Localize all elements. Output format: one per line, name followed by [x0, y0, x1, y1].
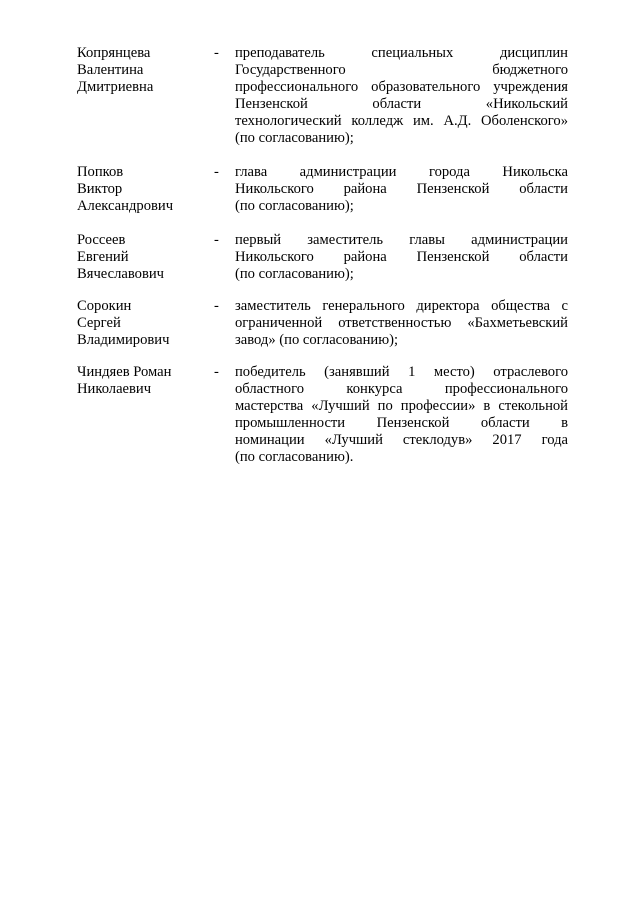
- member-description: [235, 232, 568, 283]
- description-line: (по согласованию);: [235, 198, 354, 214]
- separator-dash: -: [214, 45, 219, 61]
- member-name: [77, 45, 217, 96]
- description-line: промышленности Пензенской области в: [235, 415, 568, 431]
- member-name: [77, 164, 217, 215]
- description-line: Государственного бюджетного: [235, 62, 568, 78]
- description-line: областного конкурса профессионального: [235, 381, 568, 397]
- description-line: (по согласованию);: [235, 130, 354, 146]
- member-name-line: Дмитриевна: [77, 79, 154, 95]
- member-description: [235, 45, 568, 147]
- member-name-line: Александрович: [77, 198, 174, 214]
- separator-dash: -: [214, 232, 219, 248]
- member-description: [235, 298, 568, 349]
- member-name-line: Копрянцева: [77, 45, 151, 61]
- description-line: (по согласованию).: [235, 449, 354, 465]
- description-line: технологический колледж им. А.Д. Оболенского»: [235, 113, 568, 129]
- member-name-line: Сергей: [77, 315, 121, 331]
- description-line: профессионального образовательного учреждения: [235, 79, 568, 95]
- description-line: Никольского района Пензенской области: [235, 249, 568, 265]
- description-line: Пензенской области «Никольский: [235, 96, 568, 112]
- description-line: глава администрации города Никольска: [235, 164, 568, 180]
- member-name-line: Владимирович: [77, 332, 170, 348]
- description-line: победитель (занявший 1 место) отраслевого: [235, 364, 568, 380]
- description-line: Никольского района Пензенской области: [235, 181, 568, 197]
- description-line: (по согласованию);: [235, 266, 354, 282]
- member-name-line: Попков: [77, 164, 124, 180]
- description-line: преподаватель специальных дисциплин: [235, 45, 568, 61]
- member-description: [235, 364, 568, 466]
- member-name-line: Валентина: [77, 62, 144, 78]
- member-name-line: Сорокин: [77, 298, 132, 314]
- member-name: [77, 232, 217, 283]
- member-name: [77, 364, 217, 398]
- description-line: мастерства «Лучший по профессии» в стекольной: [235, 398, 568, 414]
- separator-dash: -: [214, 298, 219, 314]
- member-name-line: Вячеславович: [77, 266, 164, 282]
- member-name-line: Николаевич: [77, 381, 152, 397]
- separator-dash: -: [214, 364, 219, 380]
- separator-dash: -: [214, 164, 219, 180]
- member-name-line: Чиндяев Роман: [77, 364, 172, 380]
- member-name-line: Россеев: [77, 232, 126, 248]
- description-line: завод» (по согласованию);: [235, 332, 399, 348]
- member-name-line: Евгений: [77, 249, 129, 265]
- description-line: ограниченной ответственностью «Бахметьевский: [235, 315, 568, 331]
- member-name-line: Виктор: [77, 181, 123, 197]
- description-line: первый заместитель главы администрации: [235, 232, 568, 248]
- member-description: [235, 164, 568, 215]
- member-name: [77, 298, 217, 349]
- description-line: заместитель генерального директора общества с: [235, 298, 568, 314]
- description-line: номинации «Лучший стеклодув» 2017 года: [235, 432, 568, 448]
